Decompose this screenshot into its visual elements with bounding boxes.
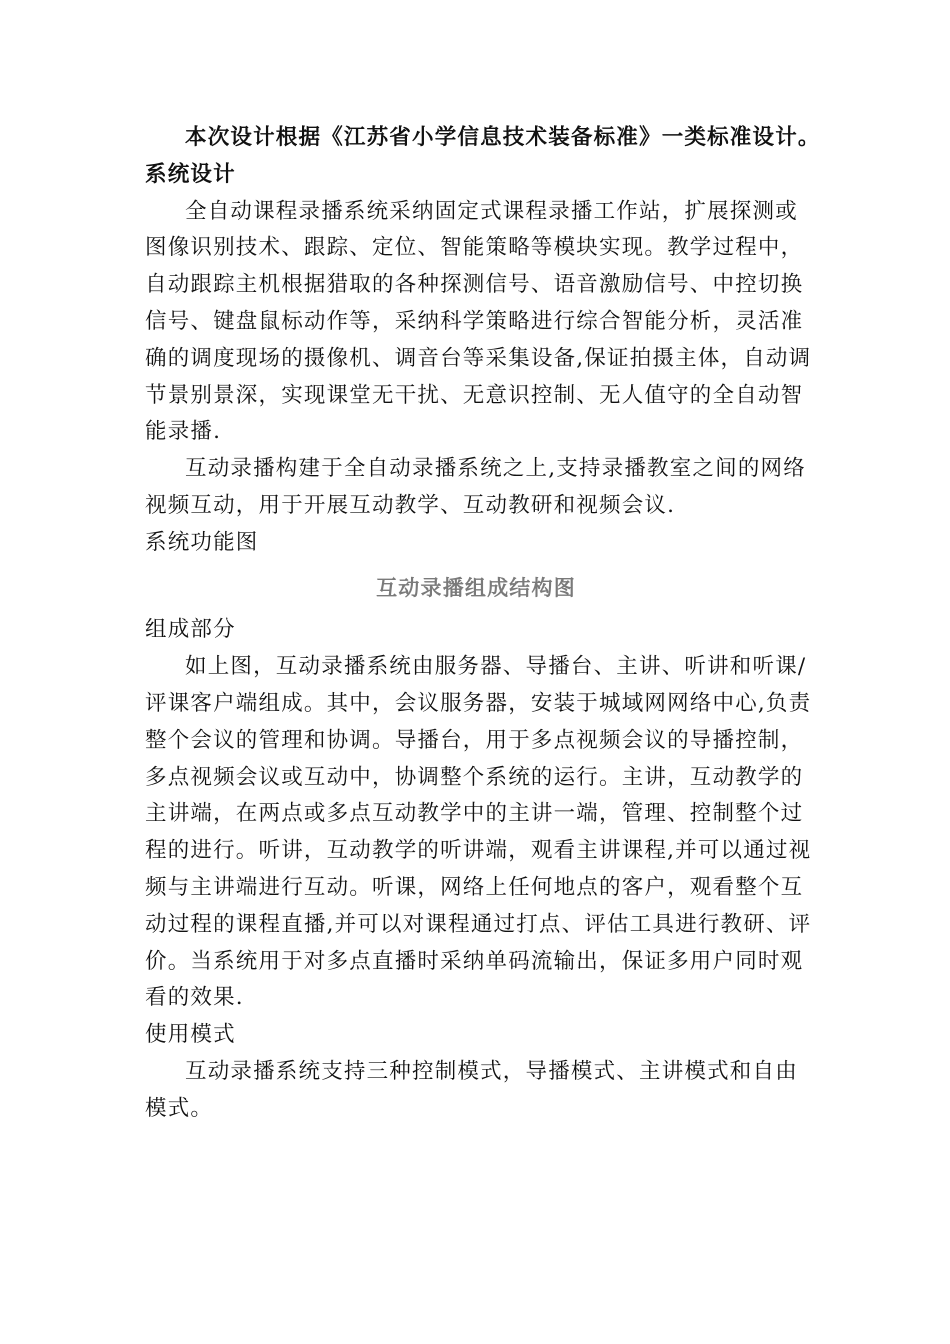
intro-line: 本次设计根据《江苏省小学信息技术装备标准》一类标准设计。 <box>185 125 821 150</box>
heading-usage-modes: 使用模式 <box>145 1022 236 1048</box>
paragraph-line: 确的调度现场的摄像机、调音台等采集设备,保证拍摄主体，自动调 <box>145 345 812 371</box>
paragraph-line: 整个会议的管理和协调。导播台，用于多点视频会议的导播控制， <box>145 727 804 753</box>
heading-system-function: 系统功能图 <box>145 529 259 555</box>
paragraph-line: 动过程的课程直播,并可以对课程通过打点、评估工具进行教研、评 <box>145 911 812 937</box>
paragraph-line: 多点视频会议或互动中，协调整个系统的运行。主讲，互动教学的 <box>145 764 804 790</box>
paragraph-line: 视频互动，用于开展互动教学、互动教研和视频会议. <box>145 492 676 518</box>
paragraph-usage-modes <box>145 1054 807 1128</box>
document-page <box>145 120 821 1128</box>
heading-components: 组成部分 <box>145 617 236 643</box>
paragraph-line: 主讲端，在两点或多点互动教学中的主讲一端，管理、控制整个过 <box>145 801 804 827</box>
heading-system-design: 系统设计 <box>145 161 236 187</box>
paragraph-line: 价。当系统用于对多点直播时采纳单码流输出，保证多用户同时观 <box>145 948 804 974</box>
figure-caption: 互动录播组成结构图 <box>376 574 576 600</box>
paragraph-line: 程的进行。听讲，互动教学的听讲端，观看主讲课程,并可以通过视 <box>145 838 812 864</box>
paragraph-line: 看的效果. <box>145 985 244 1011</box>
paragraph-line: 节景别景深，实现课堂无干扰、无意识控制、无人值守的全自动智 <box>145 382 804 408</box>
paragraph-line: 自动跟踪主机根据猎取的各种探测信号、语音激励信号、中控切换 <box>145 272 804 298</box>
paragraph-line: 信号、键盘鼠标动作等，采纳科学策略进行综合智能分析，灵活准 <box>145 308 804 334</box>
paragraph-line: 频与主讲端进行互动。听课，网络上任何地点的客户，观看整个互 <box>145 874 804 900</box>
paragraph-line: 能录播. <box>145 419 222 445</box>
paragraph-line: 互动录播系统支持三种控制模式，导播模式、主讲模式和自由 <box>185 1058 798 1084</box>
paragraph-interactive-recording <box>145 451 807 525</box>
paragraph-line: 图像识别技术、跟踪、定位、智能策略等模块实现。教学过程中， <box>145 235 804 261</box>
paragraph-line: 模式。 <box>145 1095 214 1121</box>
paragraph-line: 如上图，互动录播系统由服务器、导播台、主讲、听讲和听课/ <box>185 654 807 680</box>
paragraph-line: 互动录播构建于全自动录播系统之上,支持录播教室之间的网络 <box>185 456 806 482</box>
paragraph-line: 评课客户端组成。其中，会议服务器，安装于城域网网络中心,负责 <box>145 690 812 716</box>
paragraph-system-design <box>145 194 812 452</box>
paragraph-components <box>145 649 812 1017</box>
paragraph-line: 全自动课程录播系统采纳固定式课程录播工作站，扩展探测或 <box>185 198 798 224</box>
